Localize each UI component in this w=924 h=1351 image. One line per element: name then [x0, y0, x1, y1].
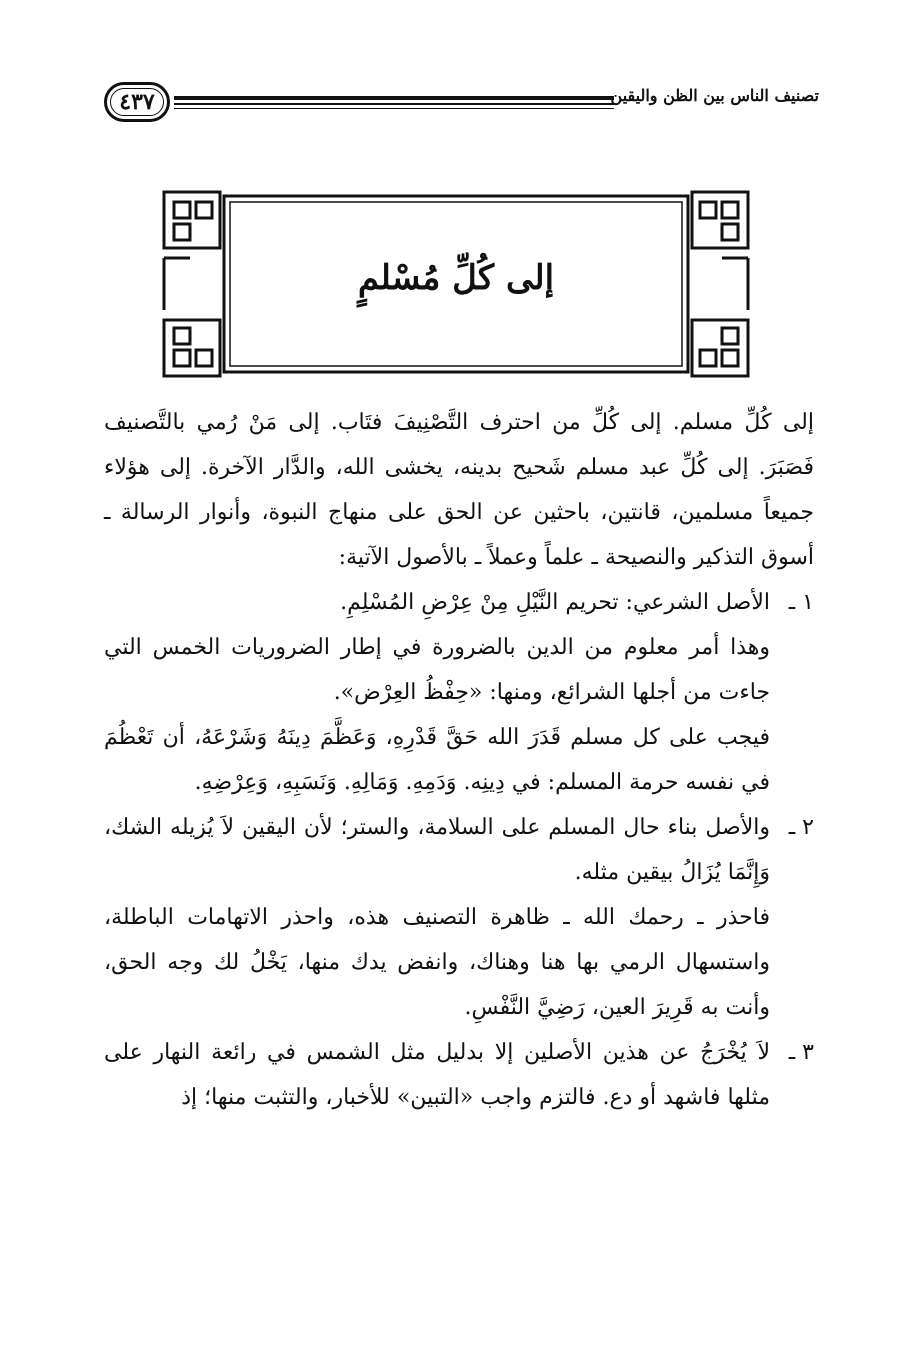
list-item	[104, 805, 814, 895]
item-paragraph: فيجب على كل مسلم قَدَرَ الله حَقَّ قَدْرِهِ، وَعَظَّمَ دِينَهُ وَشَرْعَهُ، أن تَعْظُمَ في نفسه حرمة المسلم: في دِينِه. وَدَمِهِ. وَمَالِهِ. وَنَسَبِهِ، وَعِرْضِهِ.	[104, 725, 770, 795]
header-rule	[174, 96, 614, 100]
item-paragraph: فاحذر ـ رحمك الله ـ ظاهرة التصنيف هذه، واحذر الاتهامات الباطلة، واستسهال الرمي بها هنا وهناك، وانفض يدك منها، يَخْلُ لك وجه الحق، وأنت به قَرِيرَ العين، رَضِيَّ النَّفْسِ.	[104, 905, 770, 1020]
running-header	[104, 82, 819, 126]
item-number: ٣ ـ	[788, 1040, 814, 1065]
chapter-title: إلى كُلِّ مُسْلمٍ	[357, 258, 555, 298]
item-paragraph: وهذا أمر معلوم من الدين بالضرورة في إطار الضروريات الخمس التي جاءت من أجلها الشرائع، ومنها: «حِفْظُ العِرْض».	[104, 635, 770, 705]
title-frame	[160, 188, 752, 380]
running-title: تصنيف الناس بين الظن واليقين	[610, 86, 819, 105]
item-number: ٢ ـ	[788, 815, 814, 840]
item-text: الأصل الشرعي: تحريم النَّيْلِ مِنْ عِرْضِ المُسْلِمِ.	[340, 590, 770, 615]
body-text	[104, 400, 814, 1120]
intro-paragraph: إلى كُلِّ مسلم. إلى كُلِّ من احترف التَّصْنِيفَ فتَاب. إلى مَنْ رُمي بالتَّصنيف فَصَبَرَ. إلى كُلِّ عبد مسلم شَحيح بدينه، يخشى الله، والدَّار الآخرة. إلى هؤلاء جميعاً مسلمين، قانتين، باحثين عن الحق على منهاج النبوة، وأنوار الرسالة ـ أسوق التذكير والنصيحة ـ علماً وعملاً ـ بالأصول الآتية:	[104, 410, 814, 570]
item-number: ١ ـ	[788, 590, 814, 615]
item-text: والأصل بناء حال المسلم على السلامة، والستر؛ لأن اليقين لاَ يُزيله الشك، وَإِنَّمَا يُزَالُ بيقين مثله.	[104, 815, 770, 885]
list-item	[104, 1030, 814, 1120]
item-text: لاَ يُخْرَجُ عن هذين الأصلين إلا بدليل مثل الشمس في رائعة النهار على مثلها فاشهد أو دع. فالتزم واجب «التبين» للأخبار، والتثبت منها؛ إذ	[104, 1040, 770, 1110]
header-rule	[174, 108, 614, 109]
list-item	[104, 580, 814, 625]
page-number: ٤٣٧	[104, 82, 170, 122]
header-rule	[174, 103, 614, 105]
